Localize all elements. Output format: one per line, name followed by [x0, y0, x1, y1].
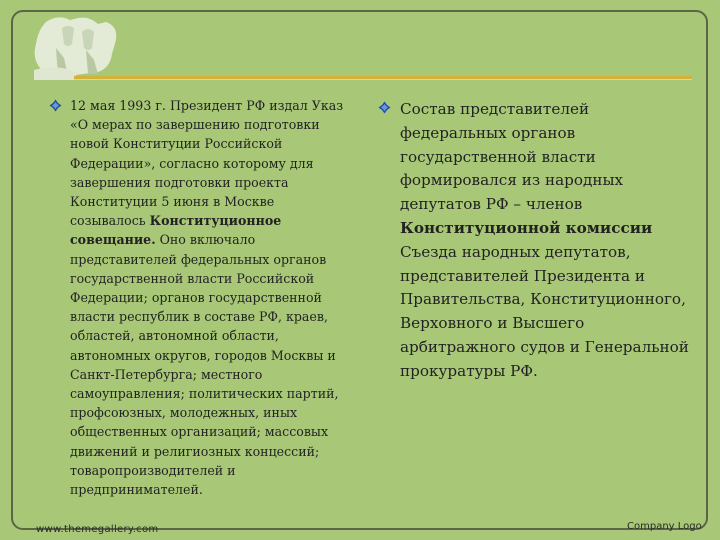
- right-text-intro: Состав представителей федеральных органов государственной власти формировался из народных депутатов РФ – членов: [400, 100, 624, 214]
- people-silhouette-icon: [28, 14, 126, 80]
- header-divider-highlight: [74, 79, 692, 80]
- right-text-rest: Съезда народных депутатов, представителей Президента и Правительства, Конституционного, Верховного и Высшего арбитражного судов и Генеральной прокуратуры РФ.: [400, 242, 689, 380]
- left-text-emphasis: Конституционное совещание.: [70, 213, 282, 248]
- right-text-emphasis: Конституционной комиссии: [400, 218, 653, 237]
- left-text-rest: Оно включало представителей федеральных органов государственной власти Российской Федерации; органов государственной власти республик в составе РФ, краев, областей, автономной области, автономных округов, городов Москвы и Санкт-Петербурга; местного самоуправления; политических партий, профсоюзных, молодежных, иных общественных организаций; массовых движений и религиозных концессий; товаропроизводителей и предпринимателей.: [70, 232, 339, 498]
- left-text-block: [70, 96, 352, 499]
- footer-company-logo: Company Logo: [627, 521, 702, 532]
- left-text-intro: 12 мая 1993 г. Президент РФ издал Указ «О мерах по завершению подготовки новой Конституции Российской Федерации», согласно которому для завершения подготовки проекта Конституции 5 июня в Москве созывалось: [70, 98, 344, 229]
- diamond-bullet-icon: [378, 101, 391, 114]
- footer-website[interactable]: www.themegallery.com: [36, 524, 159, 535]
- diamond-bullet-icon: [49, 99, 62, 112]
- right-text-block: [400, 98, 700, 384]
